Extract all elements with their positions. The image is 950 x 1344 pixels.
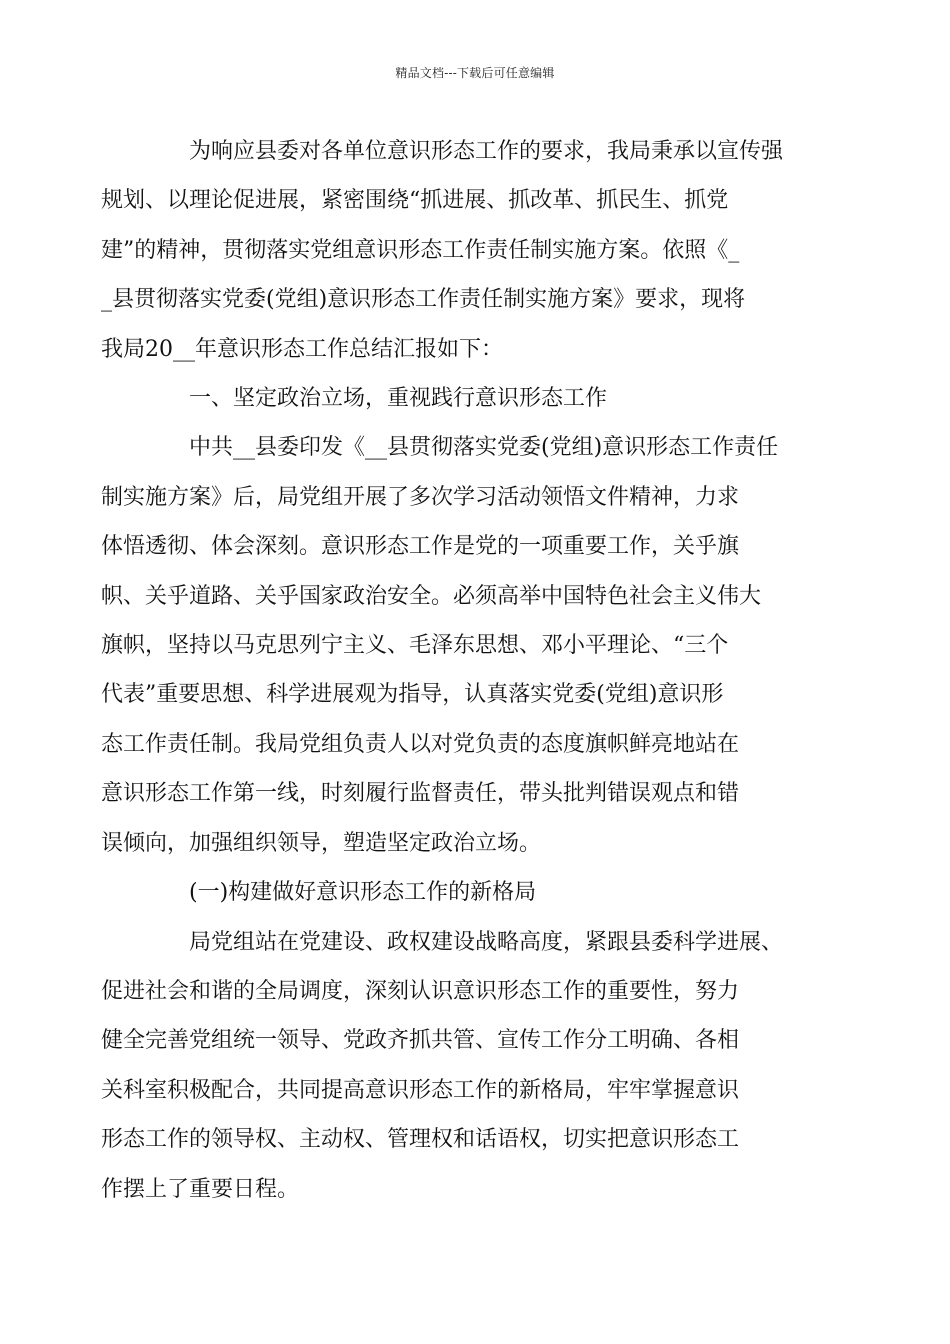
text-line: 为响应县委对各单位意识形态工作的要求，我局秉承以宣传强 [189,139,784,164]
text-line: 代表”重要思想、科学进展观为指导，认真落实党委(党组)意识形 [101,682,724,708]
text-line: 我局20__年意识形态工作总结汇报如下： [101,336,503,362]
text-line: 作摆上了重要日程。 [101,1176,300,1202]
text-line: 一、坚定政治立场，重视践行意识形态工作 [189,386,608,412]
text-line: 态工作责任制。我局党组负责人以对党负责的态度旗帜鲜亮地站在 [101,731,740,757]
section-heading [145,374,815,423]
text-line: 关科室积极配合，共同提高意识形态工作的新格局，牢牢掌握意识 [101,1077,740,1103]
paragraph-intro [101,127,815,374]
paragraph-section-one [101,423,815,868]
text-line: 旗帜，坚持以马克思列宁主义、毛泽东思想、邓小平理论、“三个 [101,633,729,659]
text-line: 制实施方案》后，局党组开展了多次学习活动领悟文件精神，力求 [101,484,740,510]
text-line: 健全完善党组统一领导、党政齐抓共管、宣传工作分工明确、各相 [101,1028,740,1054]
page-header: 精品文档---下载后可任意编辑 [395,66,555,80]
subsection-heading [145,868,815,917]
text-line: 建”的精神，贯彻落实党组意识形态工作责任制实施方案。依照《_ [101,237,740,263]
text-line: 局党组站在党建设、政权建设战略高度，紧跟县委科学进展、 [189,929,784,955]
text-line: 误倾向，加强组织领导，塑造坚定政治立场。 [101,830,542,856]
paragraph-subsection-one [101,918,815,1214]
text-line: 规划、以理论促进展，紧密围绕“抓进展、抓改革、抓民生、抓党 [101,188,729,214]
text-line: 中共__县委印发《__县贯彻落实党委(党组)意识形态工作责任 [189,435,779,461]
text-line: 帜、关乎道路、关乎国家政治安全。必须高举中国特色社会主义伟大 [101,583,762,609]
text-line: (一)构建做好意识形态工作的新格局 [189,880,537,906]
document-body [101,127,815,1214]
text-line: 促进社会和谐的全局调度，深刻认识意识形态工作的重要性，努力 [101,978,740,1004]
text-line: 形态工作的领导权、主动权、管理权和话语权，切实把意识形态工 [101,1127,740,1153]
text-line: 意识形态工作第一线，时刻履行监督责任，带头批判错误观点和错 [101,781,740,807]
text-line: 体悟透彻、体会深刻。意识形态工作是党的一项重要工作，关乎旗 [101,534,740,560]
text-line: _县贯彻落实党委(党组)意识形态工作责任制实施方案》要求，现将 [101,287,746,313]
